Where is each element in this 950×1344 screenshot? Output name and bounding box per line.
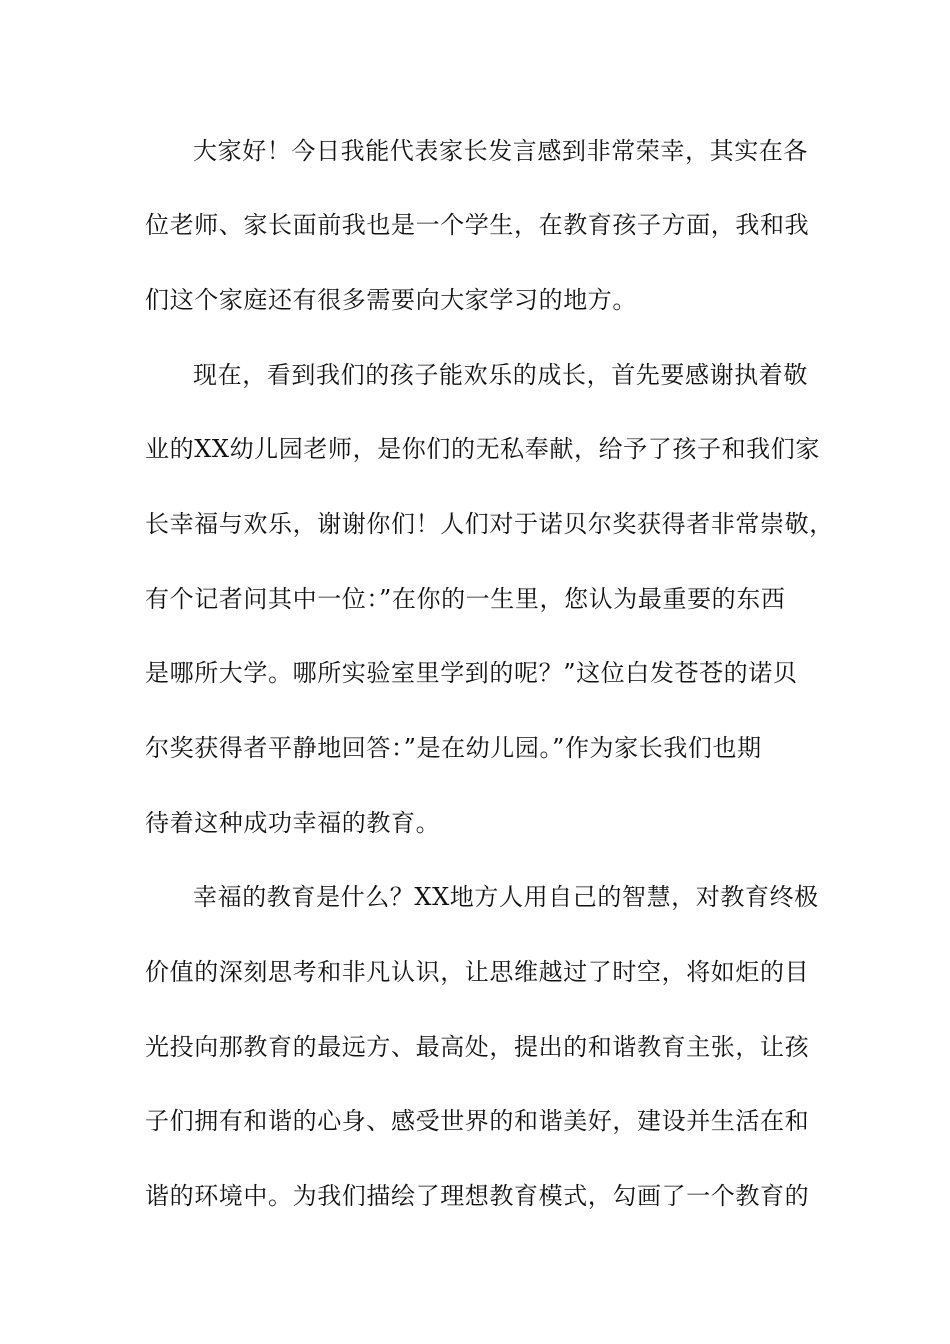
paragraph-2-line-7: 待着这种成功幸福的教育。	[145, 809, 441, 837]
paragraph-2-line-2: 业的XX幼儿园老师，是你们的无私奉献，给予了孩子和我们家	[145, 435, 820, 463]
paragraph-2-line-5: 是哪所大学。哪所实验室里学到的呢？”这位白发苍苍的诺贝	[145, 659, 798, 687]
paragraph-3-line-5: 谐的环境中。为我们描绘了理想教育模式，勾画了一个教育的	[145, 1182, 810, 1210]
paragraph-3-line-1: 幸福的教育是什么？XX地方人用自己的智慧，对教育终极	[193, 883, 819, 911]
paragraph-2-line-4: 有个记者问其中一位：”在你的一生里，您认为最重要的东西	[145, 585, 786, 613]
paragraph-1-line-3: 们这个家庭还有很多需要向大家学习的地方。	[145, 286, 637, 314]
paragraph-1-line-2: 位老师、家长面前我也是一个学生，在教育孩子方面，我和我	[145, 211, 810, 239]
paragraph-3-line-4: 子们拥有和谐的心身、感受世界的和谐美好，建设并生活在和	[145, 1107, 810, 1135]
paragraph-3-line-2: 价值的深刻思考和非凡认识，让思维越过了时空，将如炬的目	[145, 958, 810, 986]
paragraph-3-line-3: 光投向那教育的最远方、最高处，提出的和谐教育主张，让孩	[145, 1033, 810, 1061]
paragraph-1-line-1: 大家好！今日我能代表家长发言感到非常荣幸，其实在各	[193, 137, 808, 165]
paragraph-2-line-6: 尔奖获得者平静地回答：”是在幼儿园。”作为家长我们也期	[145, 734, 762, 762]
paragraph-2-line-3: 长幸福与欢乐，谢谢你们！人们对于诺贝尔奖获得者非常崇敬，	[145, 510, 834, 538]
paragraph-2-line-1: 现在，看到我们的孩子能欢乐的成长，首先要感谢执着敬	[193, 361, 808, 389]
